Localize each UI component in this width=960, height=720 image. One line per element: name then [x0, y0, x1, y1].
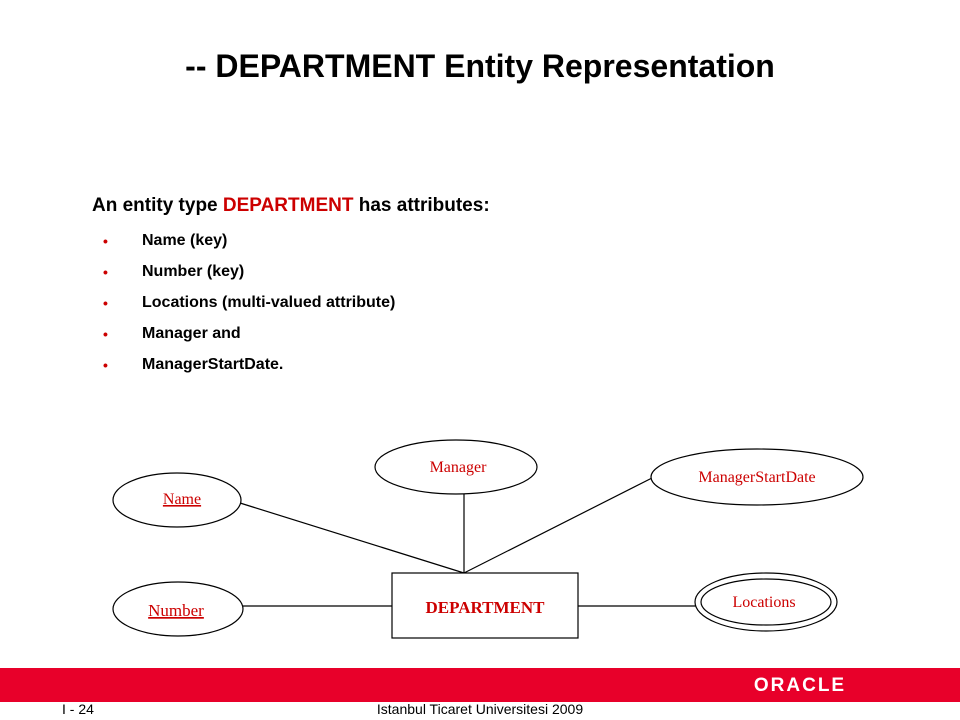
- page-number: I - 24: [62, 701, 94, 717]
- attribute-name-label: Name: [162, 491, 202, 508]
- bullet-icon: •: [103, 233, 108, 249]
- bullet-icon: •: [103, 264, 108, 280]
- intro-suffix: has attributes:: [353, 195, 490, 216]
- attribute-number-label: Number: [148, 601, 204, 620]
- attribute-manager-start-date-label: ManagerStartDate: [698, 469, 816, 486]
- list-item-text: ManagerStartDate.: [142, 356, 284, 373]
- intro-highlight: DEPARTMENT: [222, 195, 354, 216]
- intro-prefix: An entity type: [92, 195, 223, 216]
- oracle-logo-text: ORACLE: [753, 675, 847, 696]
- connector-manager-start-date: [464, 478, 652, 573]
- list-item-text: Name (key): [142, 232, 228, 249]
- list-item-text: Number (key): [142, 263, 245, 280]
- list-item-text: Manager and: [142, 325, 241, 342]
- connector-name: [240, 503, 464, 573]
- footer-institution: Istanbul Ticaret Universitesi 2009: [376, 701, 584, 717]
- oracle-logo: [738, 671, 862, 697]
- attribute-manager-label: Manager: [429, 459, 487, 476]
- attribute-locations-label: Locations: [732, 594, 796, 611]
- bullet-icon: •: [103, 326, 108, 342]
- bullet-icon: •: [103, 295, 108, 311]
- bullet-icon: •: [103, 357, 108, 373]
- slide-title: -- DEPARTMENT Entity Representation: [185, 48, 775, 84]
- list-item-text: Locations (multi-valued attribute): [142, 294, 396, 311]
- entity-label: DEPARTMENT: [425, 598, 545, 617]
